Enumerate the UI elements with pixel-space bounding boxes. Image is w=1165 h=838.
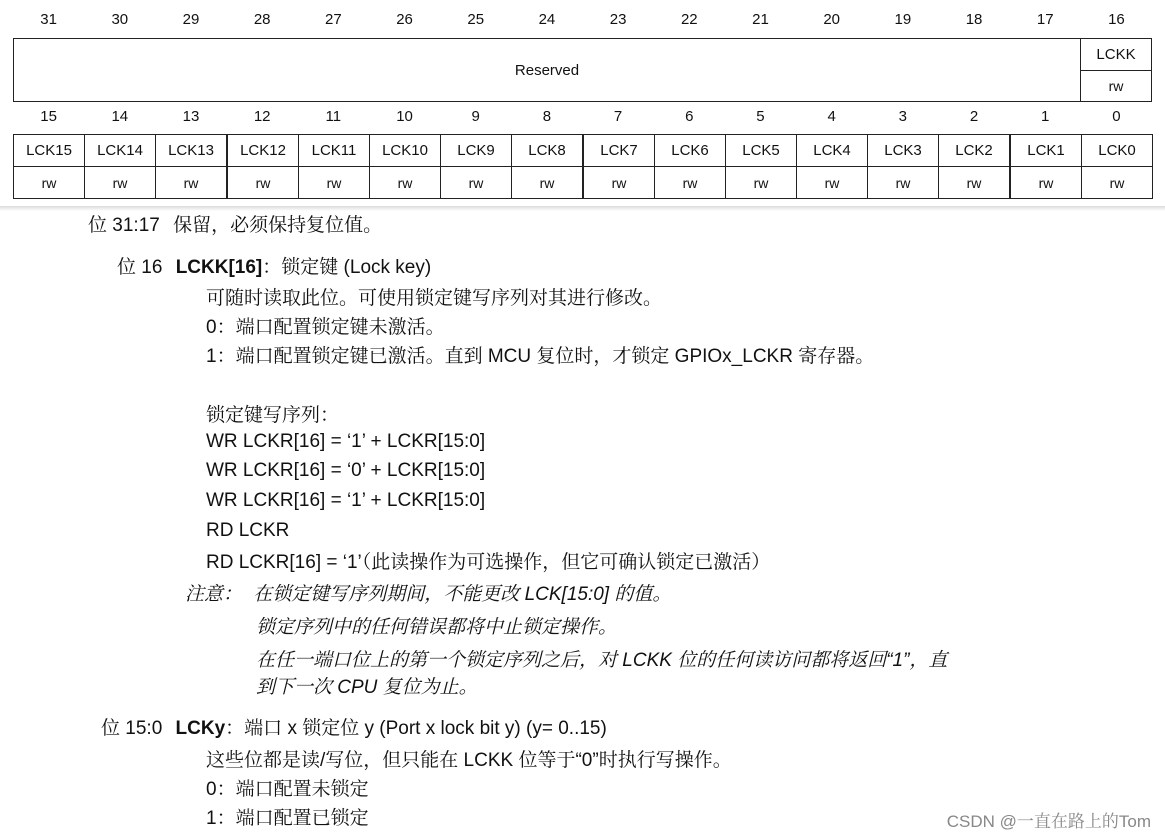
- bit-number-18: 18: [965, 11, 983, 28]
- field-lck12: LCK12: [227, 134, 299, 167]
- bit-16-line3: 1：端口配置锁定键已激活。直到 MCU 复位时，才锁定 GPIOx_LCKR 寄存器。: [206, 346, 875, 367]
- access-lck8: rw: [511, 166, 583, 199]
- bit-number-10: 10: [396, 108, 413, 125]
- register-diagram: [0, 0, 1165, 206]
- bit-number-31: 31: [40, 11, 57, 28]
- field-lck13: LCK13: [155, 134, 227, 167]
- bits-15-0-title: LCKy: [175, 718, 226, 739]
- bits-15-0-line1: 这些位都是读/写位，但只能在 LCKK 位等于“0”时执行写操作。: [206, 750, 732, 771]
- note-label: 注意：: [185, 584, 243, 605]
- note-line2: 锁定序列中的任何错误都将中止锁定操作。: [256, 617, 618, 638]
- bit-number-24: 24: [538, 11, 556, 28]
- bit-number-6: 6: [685, 108, 694, 125]
- access-lck2: rw: [938, 166, 1010, 199]
- bit-16-title-rest: ：锁定键 (Lock key): [262, 257, 432, 278]
- bit-number-22: 22: [680, 11, 698, 28]
- sequence-step-2: WR LCKR[16] = ‘0’ + LCKR[15:0]: [206, 460, 486, 481]
- field-lck15: LCK15: [13, 134, 85, 167]
- lckk-label: LCKK: [1096, 46, 1136, 63]
- sequence-title: 锁定键写序列：: [206, 405, 340, 426]
- watermark: CSDN @一直在路上的Tom: [946, 812, 1151, 831]
- sequence-step-4: RD LCKR: [206, 520, 290, 541]
- bit-number-25: 25: [467, 11, 485, 28]
- bit-number-7: 7: [613, 108, 623, 125]
- bit-16-line2: 0：端口配置锁定键未激活。: [206, 317, 445, 338]
- lckk-field: [1080, 38, 1152, 71]
- bit-16-title: LCKK[16]: [175, 257, 263, 278]
- access-lck1: rw: [1010, 166, 1082, 199]
- field-lck9: LCK9: [440, 134, 512, 167]
- reserved-label: Reserved: [514, 61, 580, 79]
- bits-15-0-line3: 1：端口配置已锁定: [206, 808, 369, 829]
- access-lck4: rw: [796, 166, 868, 199]
- bit-number-14: 14: [111, 108, 129, 125]
- bit-number-12: 12: [253, 108, 271, 125]
- access-lck5: rw: [725, 166, 797, 199]
- bit-number-11: 11: [325, 108, 342, 125]
- bits-31-17-row: [88, 213, 382, 239]
- access-lck11: rw: [298, 166, 370, 199]
- field-lck11: LCK11: [298, 134, 370, 167]
- access-lck10: rw: [369, 166, 441, 199]
- bit-number-3: 3: [898, 108, 908, 125]
- bit-number-19: 19: [894, 11, 912, 28]
- access-lck15: rw: [13, 166, 85, 199]
- field-lck2: LCK2: [938, 134, 1010, 167]
- field-lck10: LCK10: [369, 134, 441, 167]
- bit-number-26: 26: [396, 11, 413, 28]
- bit-number-9: 9: [471, 108, 480, 125]
- field-lck6: LCK6: [654, 134, 726, 167]
- access-lck9: rw: [440, 166, 512, 199]
- bit-number-28: 28: [253, 11, 271, 28]
- bit-number-13: 13: [182, 108, 200, 125]
- bits-31-17-text: 保留，必须保持复位值。: [173, 215, 383, 236]
- lckk-access-label: rw: [1108, 78, 1124, 94]
- access-lck0: rw: [1081, 166, 1153, 199]
- sequence-step-5: RD LCKR[16] = ‘1’（此读操作为可选操作，但它可确认锁定已激活）: [206, 552, 771, 573]
- bit-number-0: 0: [1112, 108, 1121, 125]
- bit-number-17: 17: [1036, 11, 1054, 28]
- access-lck6: rw: [654, 166, 726, 199]
- access-lck3: rw: [867, 166, 939, 199]
- sequence-step-1: WR LCKR[16] = ‘1’ + LCKR[15:0]: [206, 431, 486, 452]
- bit-number-4: 4: [827, 108, 836, 125]
- access-lck7: rw: [583, 166, 655, 199]
- bit-number-21: 21: [752, 11, 769, 28]
- bit-number-23: 23: [609, 11, 627, 28]
- bit-number-20: 20: [823, 11, 840, 28]
- bit-number-8: 8: [542, 108, 552, 125]
- bits-15-0-label: 位 15:0: [101, 718, 163, 739]
- field-lck1: LCK1: [1010, 134, 1082, 167]
- bit-number-16: 16: [1108, 11, 1125, 28]
- field-lck3: LCK3: [867, 134, 939, 167]
- access-lck13: rw: [155, 166, 227, 199]
- bit-number-15: 15: [40, 108, 57, 125]
- bits-15-0-line2: 0：端口配置未锁定: [206, 779, 369, 800]
- bit-number-2: 2: [969, 108, 979, 125]
- bit-number-29: 29: [182, 11, 200, 28]
- bit-16-row: [117, 255, 431, 281]
- sequence-step-3: WR LCKR[16] = ‘1’ + LCKR[15:0]: [206, 490, 486, 511]
- bit-16-line1: 可随时读取此位。可使用锁定键写序列对其进行修改。: [206, 288, 663, 309]
- bits-15-0-row: [101, 716, 607, 742]
- bits-31-17-label: 位 31:17: [88, 215, 160, 236]
- note-line3: 在任一端口位上的第一个锁定序列之后，对 LCKK 位的任何读访问都将返回“1”，直: [256, 650, 948, 671]
- field-lck7: LCK7: [583, 134, 655, 167]
- field-lck5: LCK5: [725, 134, 797, 167]
- lckk-access: [1080, 70, 1152, 102]
- field-lck0: LCK0: [1081, 134, 1153, 167]
- bit-number-27: 27: [325, 11, 342, 28]
- field-lck4: LCK4: [796, 134, 868, 167]
- field-lck8: LCK8: [511, 134, 583, 167]
- field-lck14: LCK14: [84, 134, 156, 167]
- note-row: [185, 582, 671, 608]
- note-line1: 在锁定键写序列期间，不能更改 LCK[15:0] 的值。: [253, 584, 672, 605]
- bit-16-label: 位 16: [117, 257, 163, 278]
- description: [0, 210, 1165, 838]
- access-lck14: rw: [84, 166, 156, 199]
- access-lck12: rw: [227, 166, 299, 199]
- bit-number-30: 30: [111, 11, 129, 28]
- note-line4: 到下一次 CPU 复位为止。: [256, 677, 478, 698]
- bits-15-0-title-rest: ：端口 x 锁定位 y (Port x lock bit y) (y= 0..15): [225, 718, 607, 739]
- reserved-field: [13, 38, 1081, 102]
- bit-number-5: 5: [756, 108, 765, 125]
- bit-number-1: 1: [1041, 108, 1050, 125]
